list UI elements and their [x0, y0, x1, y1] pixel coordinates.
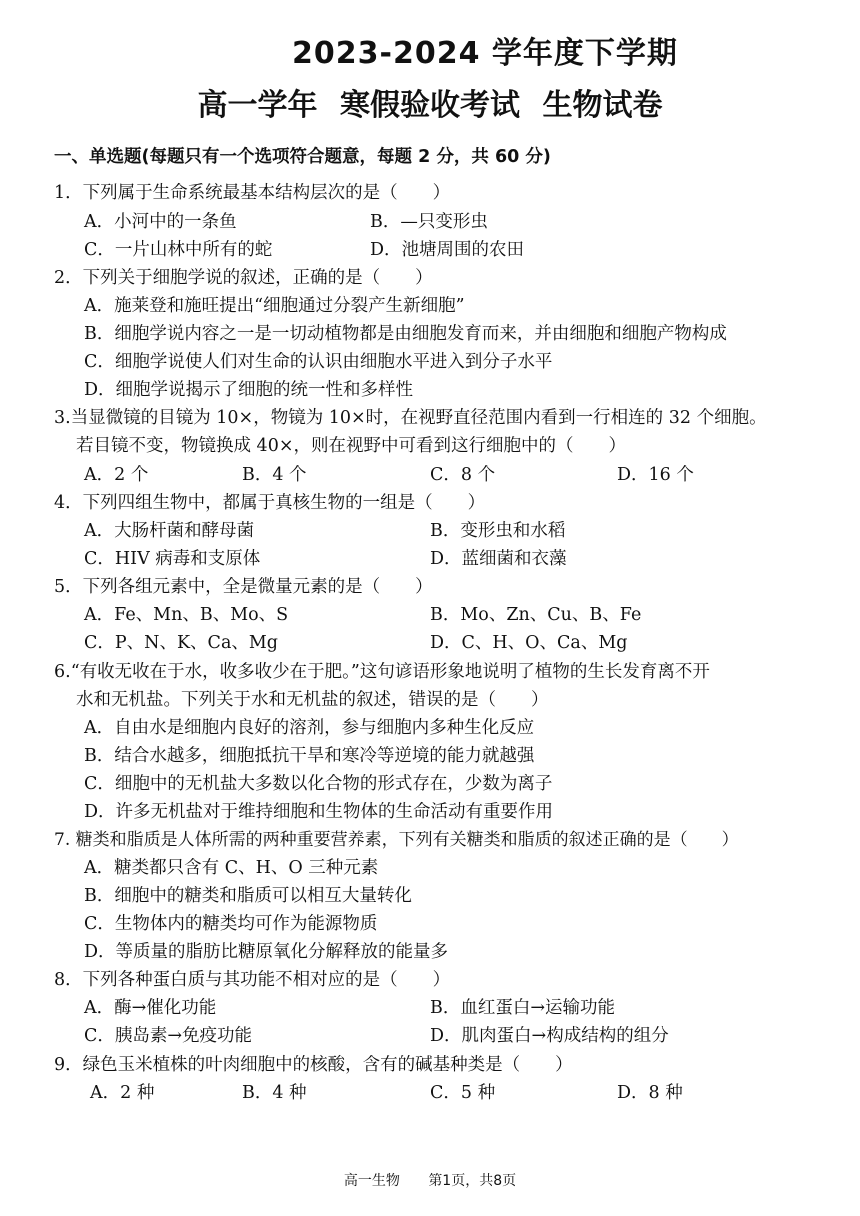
exam-subject: 生物试卷	[542, 88, 663, 123]
question-9-option-b: B．4 种	[242, 1083, 307, 1103]
question-8-option-a: A．酶→催化功能	[84, 998, 217, 1018]
question-7-option-a: A．糖类都只含有 C、H、O 三种元素	[84, 858, 379, 878]
page-footer	[0, 1170, 860, 1190]
question-6-option-c: C．细胞中的无机盐大多数以化合物的形式存在，少数为离子	[84, 774, 553, 794]
question-3-option-c: C．8 个	[430, 465, 496, 485]
exam-grade: 高一学年	[197, 88, 318, 123]
question-1-option-a: A．小河中的一条鱼	[84, 212, 237, 232]
question-5-option-b: B．Mo、Zn、Cu、B、Fe	[430, 605, 642, 625]
question-5-option-d: D．C、H、O、Ca、Mg	[430, 633, 628, 653]
question-2-option-c: C．细胞学说使人们对生命的认识由细胞水平进入到分子水平	[84, 352, 553, 372]
question-5-option-c: C．P、N、K、Ca、Mg	[84, 633, 278, 653]
question-8-option-d: D．肌肉蛋白→构成结构的组分	[430, 1026, 669, 1046]
question-9-option-c: C．5 种	[430, 1083, 496, 1103]
question-4-option-c: C．HIV 病毒和支原体	[84, 549, 261, 569]
exam-title-main	[0, 80, 860, 124]
question-1-option-d: D．池塘周围的农田	[370, 240, 525, 260]
question-6-stem-line-1: 6.“有收无收在于水，收多收少在于肥。”这句谚语形象地说明了植物的生长发育离不开	[54, 662, 710, 682]
question-6-stem-line-2: 水和无机盐。下列关于水和无机盐的叙述，错误的是（ ）	[76, 690, 549, 710]
question-6-option-b: B．结合水越多，细胞抵抗干旱和寒冷等逆境的能力就越强	[84, 746, 535, 766]
question-2-stem: 2．下列关于细胞学说的叙述，正确的是（ ）	[54, 268, 433, 288]
question-4-option-d: D．蓝细菌和衣藻	[430, 549, 567, 569]
question-5-option-a: A．Fe、Mn、B、Mo、S	[84, 605, 289, 625]
question-3-stem-line-1: 3.当显微镜的目镜为 10×，物镜为 10×时，在视野直径范围内看到一行相连的 32 个细胞。	[54, 408, 767, 428]
question-3-stem-line-2: 若目镜不变，物镜换成 40×，则在视野中可看到这行细胞中的（ ）	[76, 436, 626, 456]
question-9-option-d: D．8 种	[617, 1083, 683, 1103]
question-4-option-b: B．变形虫和水稻	[430, 521, 566, 541]
question-8-option-c: C．胰岛素→免疫功能	[84, 1026, 253, 1046]
section-heading: 一、单选题(每题只有一个选项符合题意，每题 2 分，共 60 分)	[54, 147, 551, 167]
question-9-option-a: A．2 种	[90, 1083, 155, 1103]
question-6-option-a: A．自由水是细胞内良好的溶剂，参与细胞内多种生化反应	[84, 718, 535, 738]
question-7-option-c: C．生物体内的糖类均可作为能源物质	[84, 914, 378, 934]
question-8-option-b: B．血红蛋白→运输功能	[430, 998, 616, 1018]
exam-type: 寒假验收考试	[340, 88, 520, 123]
question-1-option-b: B．—只变形虫	[370, 212, 488, 232]
question-8-stem: 8．下列各种蛋白质与其功能不相对应的是（ ）	[54, 970, 451, 990]
question-3-option-a: A．2 个	[84, 465, 149, 485]
exam-title-year: 2023-2024 学年度下学期	[292, 36, 678, 71]
question-2-option-d: D．细胞学说揭示了细胞的统一性和多样性	[84, 380, 414, 400]
question-5-stem: 5．下列各组元素中，全是微量元素的是（ ）	[54, 577, 433, 597]
question-7-stem: 7. 糖类和脂质是人体所需的两种重要营养素，下列有关糖类和脂质的叙述正确的是（ ）	[54, 830, 739, 850]
question-4-option-a: A．大肠杆菌和酵母菌	[84, 521, 255, 541]
question-6-option-d: D．许多无机盐对于维持细胞和生物体的生命活动有重要作用	[84, 802, 554, 822]
question-2-option-a: A．施莱登和施旺提出“细胞通过分裂产生新细胞”	[84, 296, 465, 316]
footer-page-number: 第1页，共8页	[428, 1173, 517, 1189]
question-7-option-b: B．细胞中的糖类和脂质可以相互大量转化	[84, 886, 412, 906]
question-1-option-c: C．一片山林中所有的蛇	[84, 240, 273, 260]
question-3-option-d: D．16 个	[617, 465, 694, 485]
question-4-stem: 4．下列四组生物中，都属于真核生物的一组是（ ）	[54, 493, 486, 513]
question-3-option-b: B．4 个	[242, 465, 307, 485]
footer-subject: 高一生物	[343, 1173, 400, 1189]
question-7-option-d: D．等质量的脂肪比糖原氧化分解释放的能量多	[84, 942, 449, 962]
question-2-option-b: B．细胞学说内容之一是一切动植物都是由细胞发育而来，并由细胞和细胞产物构成	[84, 324, 727, 344]
question-9-stem: 9．绿色玉米植株的叶肉细胞中的核酸，含有的碱基种类是（ ）	[54, 1055, 573, 1075]
question-1-stem: 1．下列属于生命系统最基本结构层次的是（ ）	[54, 183, 451, 203]
